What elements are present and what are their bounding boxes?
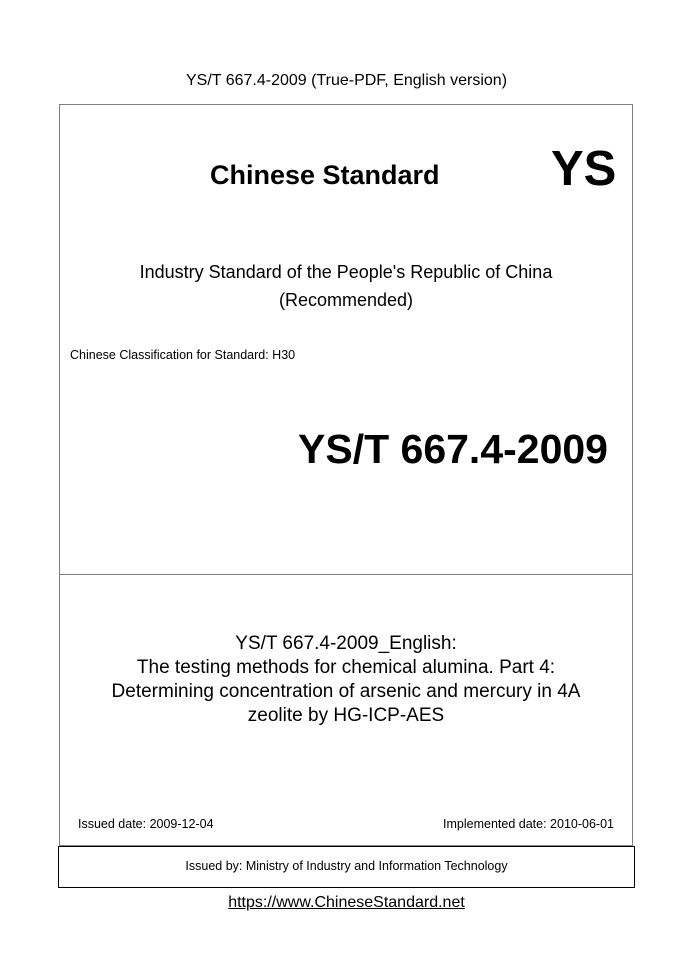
cover-title: Chinese Standard <box>210 160 440 190</box>
document-header: YS/T 667.4-2009 (True-PDF, English version) <box>185 72 508 89</box>
classification-text: Chinese Classification for Standard: H30 <box>70 348 296 362</box>
issued-date: Issued date: 2009-12-04 <box>78 817 214 831</box>
cover-frame <box>59 104 633 846</box>
issuer-box <box>58 846 635 888</box>
standard-code: YS <box>551 142 617 196</box>
document-title <box>59 632 633 728</box>
issuer-text: Issued by: Ministry of Industry and Information Technology <box>185 859 508 873</box>
industry-line-2: (Recommended) <box>278 290 414 310</box>
title-line-3: Determining concentration of arsenic and mercury in 4A <box>111 681 581 702</box>
cover-divider <box>59 574 633 575</box>
website-link[interactable]: https://www.ChineseStandard.net <box>228 894 465 911</box>
implemented-date: Implemented date: 2010-06-01 <box>443 817 614 831</box>
title-line-2: The testing methods for chemical alumina. Part 4: <box>136 657 556 678</box>
industry-line-1: Industry Standard of the People's Republic of China <box>139 262 553 282</box>
standard-number: YS/T 667.4-2009 <box>298 426 608 472</box>
industry-standard-label <box>59 258 633 314</box>
title-line-4: zeolite by HG-ICP-AES <box>247 705 445 726</box>
title-line-1: YS/T 667.4-2009_English: <box>235 633 457 654</box>
